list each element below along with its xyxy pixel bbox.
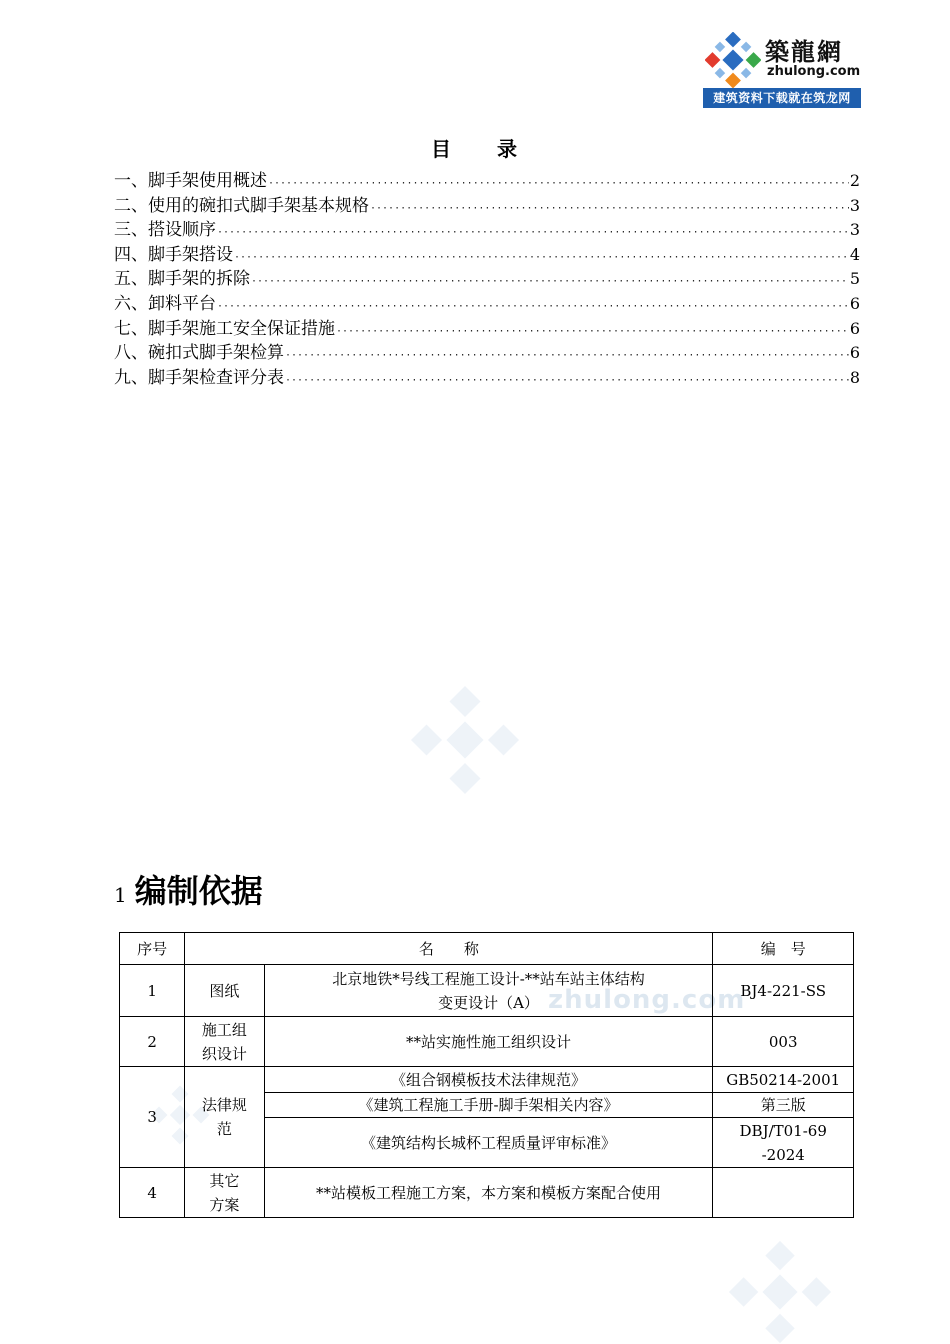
toc-item-label: 五、脚手架的拆除 xyxy=(114,269,250,290)
table-row xyxy=(120,1067,854,1093)
toc-item-page: 3 xyxy=(849,195,860,215)
cell-name-line: 北京地铁*号线工程施工设计-**站车站主体结构 xyxy=(332,969,645,988)
toc-leader xyxy=(336,320,849,345)
toc-item-label: 一、脚手架使用概述 xyxy=(114,171,267,191)
toc-item-page: 5 xyxy=(849,269,860,289)
watermark-text: zhulong.com xyxy=(548,985,746,1015)
logo-slogan: 建筑资料下载就在筑龙网 xyxy=(703,88,861,108)
cell-name: **站模板工程施工方案，本方案和模板方案配合使用 xyxy=(264,1168,713,1218)
logo-top xyxy=(703,30,861,86)
toc-item[interactable] xyxy=(114,194,860,219)
cell-seq: 2 xyxy=(120,1017,185,1067)
table-row xyxy=(120,1168,854,1218)
cell-code-line: -2024 xyxy=(761,1145,805,1164)
toc-item-page: 8 xyxy=(849,367,860,387)
cell-code xyxy=(713,1118,854,1168)
cell-category-line: 其它 xyxy=(209,1171,240,1190)
cell-seq: 4 xyxy=(120,1168,185,1218)
cell-name: **站实施性施工组织设计 xyxy=(264,1017,713,1067)
header-seq: 序号 xyxy=(120,933,185,965)
toc-leader xyxy=(251,270,849,295)
toc-item[interactable] xyxy=(114,317,860,342)
cell-seq: 3 xyxy=(120,1067,185,1168)
section-title: 编制依据 xyxy=(134,872,263,910)
cell-code-line: DBJ/T01-69 xyxy=(739,1121,827,1140)
cell-name-line: 变更设计（A） xyxy=(438,993,539,1012)
cell-category xyxy=(185,1168,264,1218)
cell-code: 第三版 xyxy=(713,1093,854,1118)
cell-category: 图纸 xyxy=(185,965,264,1017)
toc-item-label: 三、搭设顺序 xyxy=(114,220,216,241)
cell-category-line: 范 xyxy=(216,1120,232,1138)
cell-category xyxy=(185,1017,264,1067)
logo-site: zhulong.com xyxy=(767,64,861,79)
toc-leader xyxy=(217,221,849,246)
toc-item[interactable] xyxy=(114,366,860,391)
toc-title: 目 录 xyxy=(431,137,519,161)
toc-leader xyxy=(285,344,849,369)
table-row xyxy=(120,1017,854,1067)
toc-item-label: 九、脚手架检查评分表 xyxy=(114,367,284,388)
toc-item-label: 六、卸料平台 xyxy=(114,293,216,314)
toc-item-label: 七、脚手架施工安全保证措施 xyxy=(114,318,335,339)
section-heading xyxy=(114,866,263,912)
cell-name: 《建筑工程施工手册-脚手架相关内容》 xyxy=(264,1093,713,1118)
toc-item-page: 2 xyxy=(849,171,860,190)
toc-item-label: 二、使用的碗扣式脚手架基本规格 xyxy=(114,195,369,216)
watermark-logo-icon xyxy=(725,1240,835,1344)
basis-table xyxy=(119,932,854,1218)
toc-item-page: 6 xyxy=(849,343,860,363)
table-header-row xyxy=(120,933,854,965)
cell-code: BJ4-221-SS xyxy=(713,965,854,1017)
cell-name: 《组合钢模板技术法律规范》 xyxy=(264,1067,713,1093)
toc-item-label: 四、脚手架搭设 xyxy=(114,244,233,265)
cell-code xyxy=(713,1168,854,1218)
toc-item[interactable] xyxy=(114,218,860,243)
cell-name: 《建筑结构长城杯工程质量评审标准》 xyxy=(264,1118,713,1168)
header-code: 编 号 xyxy=(713,933,854,965)
watermark-logo-icon xyxy=(410,685,520,795)
toc-item[interactable] xyxy=(114,341,860,366)
zhulong-logo xyxy=(703,30,861,108)
cell-category-line: 织设计 xyxy=(201,1044,247,1063)
logo-name-cn: 築龍網 xyxy=(765,38,843,66)
toc-item[interactable] xyxy=(114,169,860,194)
toc-item-page: 3 xyxy=(849,220,860,240)
table-of-contents xyxy=(114,169,860,390)
table-row xyxy=(120,965,854,1017)
cell-category-line: 施工组 xyxy=(201,1020,247,1039)
toc-leader xyxy=(370,197,849,222)
toc-leader xyxy=(234,246,849,271)
toc-item[interactable] xyxy=(114,267,860,292)
cell-category-line: 方案 xyxy=(209,1195,240,1214)
section-number: 1 xyxy=(114,883,127,907)
toc-item-page: 4 xyxy=(849,244,860,264)
toc-item-page: 6 xyxy=(849,293,860,313)
cell-category-line: 法律规 xyxy=(201,1096,247,1114)
toc-leader xyxy=(285,369,849,394)
cell-code: 003 xyxy=(713,1017,854,1067)
logo-mark-icon xyxy=(705,32,761,88)
toc-item[interactable] xyxy=(114,243,860,268)
toc-item-page: 6 xyxy=(849,318,860,338)
cell-code: GB50214-2001 xyxy=(713,1067,854,1093)
header-name: 名 称 xyxy=(185,933,713,965)
cell-seq: 1 xyxy=(120,965,185,1017)
cell-category xyxy=(185,1067,264,1168)
cell-name xyxy=(264,965,713,1017)
toc-item[interactable] xyxy=(114,292,860,317)
toc-item-label: 八、碗扣式脚手架检算 xyxy=(114,343,284,364)
